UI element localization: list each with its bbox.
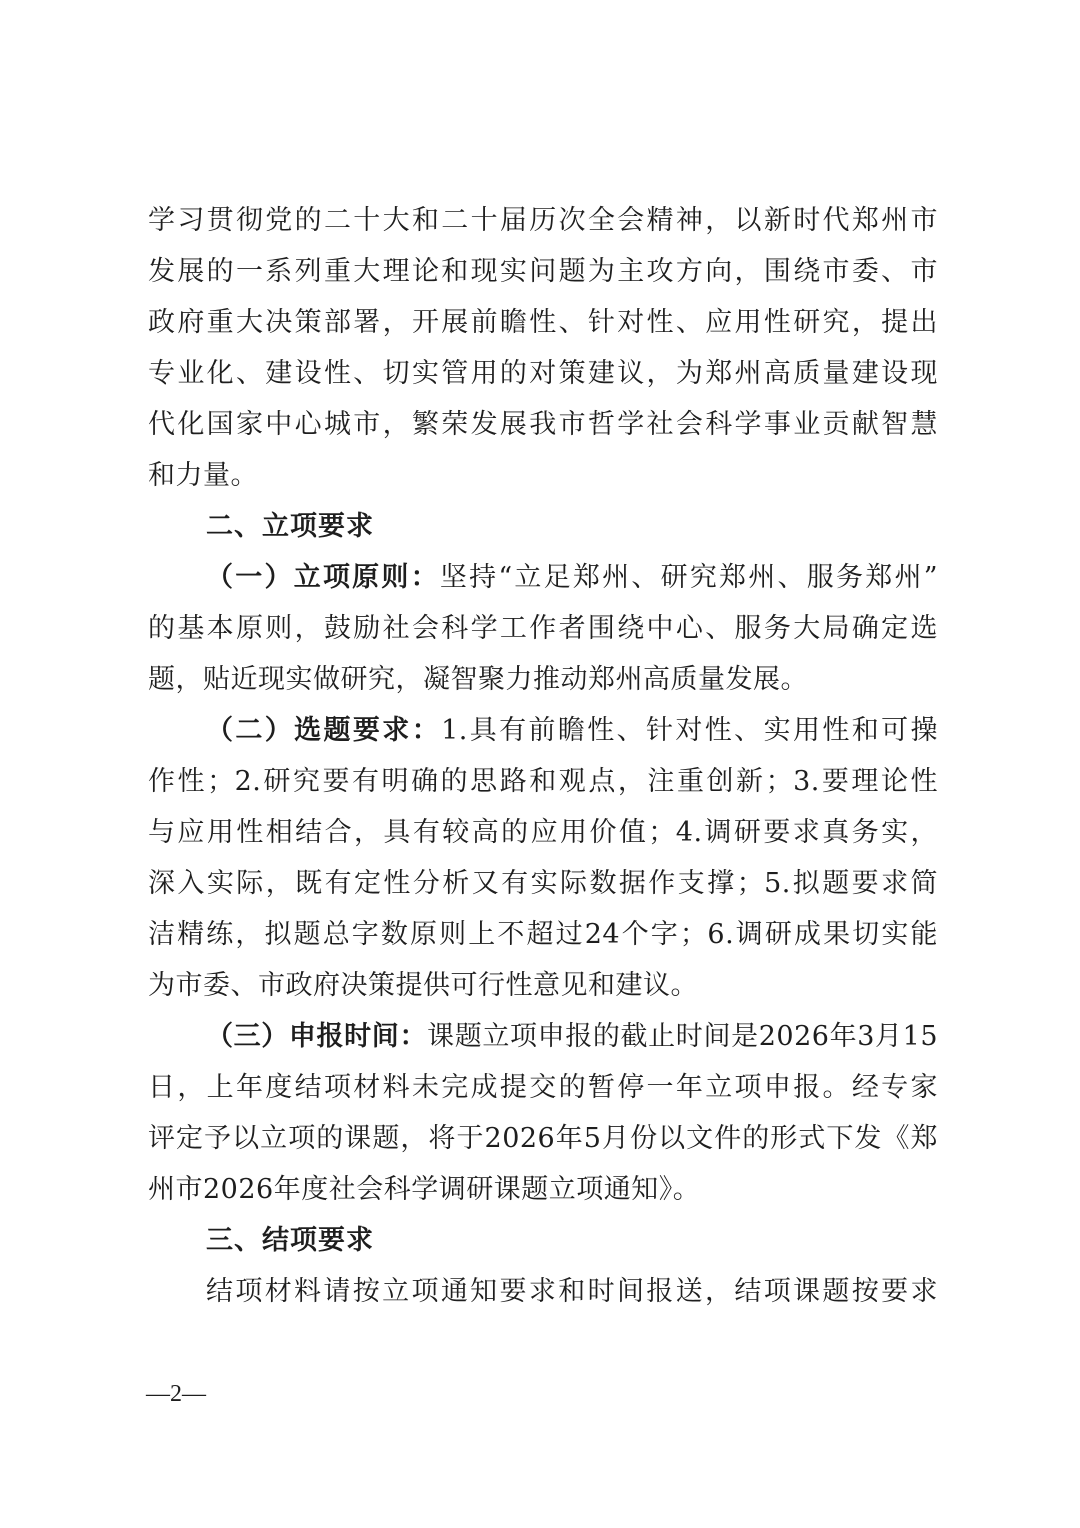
- body-line: 学习贯彻党的二十大和二十届历次全会精神，以新时代郑州市: [148, 205, 938, 236]
- paragraph-deadline-first-line: [206, 1011, 938, 1062]
- body-text: 1.具有前瞻性、针对性、实用性和可操: [441, 715, 938, 746]
- subheading-principle: （一）立项原则：: [206, 562, 440, 593]
- body-line: 日，上年度结项材料未完成提交的暂停一年立项申报。经专家: [148, 1072, 938, 1103]
- body-line: 州市2026年度社会科学调研课题立项通知》。: [148, 1174, 701, 1205]
- section-heading-3: 三、结项要求: [206, 1225, 374, 1256]
- body-line: 的基本原则，鼓励社会科学工作者围绕中心、服务大局确定选: [148, 613, 938, 644]
- body-line: 结项材料请按立项通知要求和时间报送，结项课题按要求: [206, 1276, 938, 1307]
- body-text: 课题立项申报的截止时间是2026年3月15: [427, 1021, 938, 1052]
- body-line: 题，贴近现实做研究，凝智聚力推动郑州高质量发展。: [148, 664, 808, 695]
- body-line: 洁精练，拟题总字数原则上不超过24个字；6.调研成果切实能: [148, 919, 938, 950]
- body-line: 发展的一系列重大理论和现实问题为主攻方向，围绕市委、市: [148, 256, 938, 287]
- page-number: —2—: [146, 1381, 206, 1407]
- section-heading-2: 二、立项要求: [206, 511, 374, 542]
- body-line: 作性；2.研究要有明确的思路和观点，注重创新；3.要理论性: [148, 766, 938, 797]
- body-line: 代化国家中心城市，繁荣发展我市哲学社会科学事业贡献智慧: [148, 409, 938, 440]
- subheading-deadline: （三）申报时间：: [206, 1021, 428, 1052]
- subheading-topic: （二）选题要求：: [206, 715, 442, 746]
- body-line: 和力量。: [148, 460, 258, 491]
- body-line: 与应用性相结合，具有较高的应用价值；4.调研要求真务实，: [148, 817, 938, 848]
- body-text: 坚持“立足郑州、研究郑州、服务郑州”: [439, 562, 938, 593]
- body-line: 专业化、建设性、切实管用的对策建议，为郑州高质量建设现: [148, 358, 938, 389]
- paragraph-topic-first-line: [206, 705, 938, 756]
- body-line: 为市委、市政府决策提供可行性意见和建议。: [148, 970, 698, 1001]
- body-line: 政府重大决策部署，开展前瞻性、针对性、应用性研究，提出: [148, 307, 938, 338]
- body-line: 评定予以立项的课题，将于2026年5月份以文件的形式下发《郑: [148, 1123, 938, 1154]
- body-line: 深入实际，既有定性分析又有实际数据作支撑；5.拟题要求简: [148, 868, 938, 899]
- paragraph-principle-first-line: [206, 552, 938, 603]
